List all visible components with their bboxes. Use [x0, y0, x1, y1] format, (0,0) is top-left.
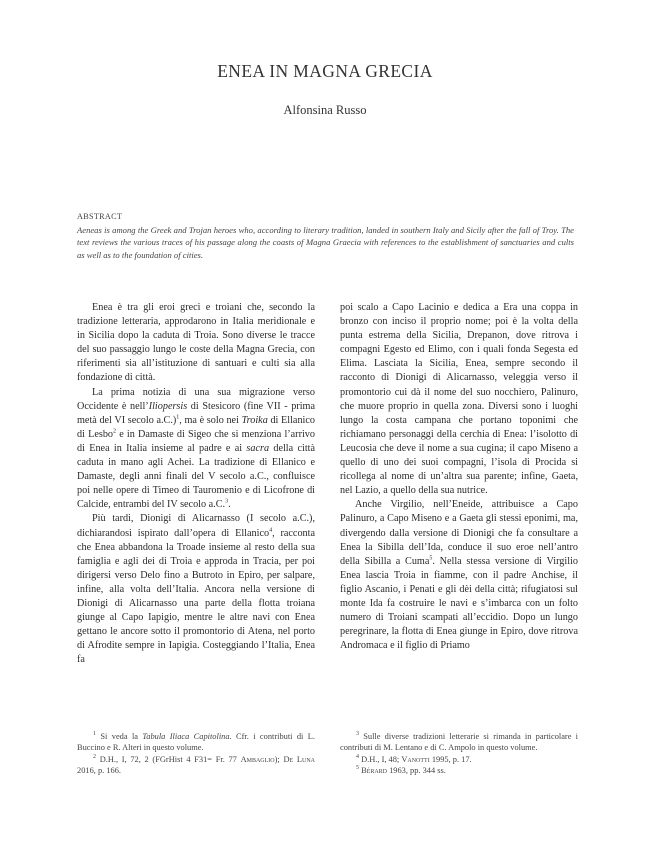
- footnote-number: 4: [356, 754, 359, 761]
- footnote-ref[interactable]: 2: [113, 428, 117, 435]
- text-run: );: [274, 754, 284, 764]
- footnote-ref[interactable]: 5: [429, 555, 433, 562]
- footnote: [77, 731, 315, 754]
- footnote-number: 2: [93, 754, 96, 761]
- author-name: Alfonsina Russo: [283, 103, 367, 117]
- footnote-ref[interactable]: 3: [225, 498, 229, 505]
- abstract-text: Aeneas is among the Greek and Trojan heroes who, according to literary tradition, landed in southern Italy and Sicily after the fall of Troy. The text reviews the various traces of his passage along the coasts of Magna Graecia with references to the establishment of sanctuaries and cults as well as to the foundation of cities.: [77, 224, 574, 260]
- text-run: e in Damaste di Sigeo che si menziona l’arrivo di Enea in Italia insieme al padre e ai: [77, 428, 315, 454]
- footnote-ref[interactable]: 1: [176, 414, 180, 421]
- article-title: ENEA IN MAGNA GRECIA: [217, 61, 433, 81]
- text-run: .: [228, 499, 231, 511]
- text-run: di Ellanico di Lesbo: [77, 414, 315, 440]
- text-run: , ma è solo nei: [179, 414, 242, 426]
- italic-title: Tabula Iliaca Capitolina: [142, 732, 230, 741]
- text-run: 1995, p. 17.: [429, 754, 472, 764]
- text-run: Si veda la: [96, 732, 143, 741]
- footnote-ref[interactable]: 4: [269, 527, 273, 534]
- footnote: [77, 754, 315, 777]
- text-run: , racconta che Enea abbandona la Troade insieme al resto della sua famiglia e agli dei di Troia e approda in Tracia, per poi dirigersi verso Delo fino a Butroto in Epiro, per salpare, infine, alla volta dell’Italia. Ancora nella versione di Dionigi di Alicarnasso una parte della flotta troiana giunge al Capo Iapigio, mentre le altre navi con Enea gettano le ancore sotto il promontorio di Atena, nel porto di Afrodite sempre in Iapigia. Costeggiando l’Italia, Enea fa: [77, 527, 315, 666]
- footnote: [340, 731, 578, 754]
- abstract-block: [77, 211, 574, 261]
- text-run: Anche Virgilio, nell’Eneide, attribuisce a Capo Palinuro, a Capo Miseno e a Gaeta gli stessi eponimi, ma, divergendo dalla versione di Dionigi che fa consultare a Enea la Sibilla dell’Ida, conduce il suo eroe nell’antro della Sibilla a Cuma: [340, 499, 578, 567]
- italic-term: sacra: [246, 442, 270, 454]
- footnote: [340, 765, 578, 776]
- author-smallcaps: Bérard: [361, 766, 388, 776]
- text-run: di Stesicoro (fine VII - prima metà del VI secolo a.C.): [77, 400, 316, 426]
- text-run: 1963, pp. 344 ss.: [387, 766, 446, 776]
- italic-title: Troika: [241, 414, 268, 426]
- body-paragraph: Enea è tra gli eroi greci e troiani che, secondo la tradizione letteraria, approdarono in Italia meridionale e in Sicilia dopo la caduta di Troia. Sono diverse le tracce del suo passaggio lungo le coste della Magna Grecia, con riferimenti sia all’istituzione di santuari e culti sia alla fondazione di città.: [77, 302, 315, 384]
- abstract-label: ABSTRACT: [77, 212, 123, 221]
- footnotes-left: [77, 731, 315, 777]
- text-run: Sulle diverse tradizioni letterarie si rimanda in particolare i contributi di M. Lentano e di C. Ampolo in questo volume.: [340, 732, 578, 753]
- italic-title: Iliopersis: [148, 400, 188, 412]
- text-run: D.H., I, 48;: [359, 754, 402, 764]
- text-run: . Nella stessa versione di Virgilio Enea lascia Troia in fiamme, con il padre Anchise, il figlio Ascanio, i Penati e gli dèi della città; rifugiatosi sul monte Ida fa costruire le navi e s’imbarca con un folto numero di Troiani scampati all’eccidio. Dopo un lungo peregrinare, la flotta di Enea giunge in Epiro, dove ritrova Andromaca e il figlio di Priamo: [340, 555, 578, 652]
- footnote-number: 3: [356, 731, 359, 738]
- text-run: La prima notizia di una sua migrazione verso Occidente è nell’: [77, 386, 315, 412]
- text-run: 2016, p. 166.: [77, 766, 121, 776]
- body-paragraph: [77, 386, 315, 513]
- text-run: Più tardi, Dionigi di Alicarnasso (I secolo a.C.), dichiarandosi ispirato dall’opera di Ellanico: [77, 513, 315, 539]
- body-paragraph: poi scalo a Capo Lacinio e dedica a Era una coppa in bronzo con inciso il proprio nome; poi è la volta della punta estrema della Sicilia, Drepanon, dove ritrova i compagni Egesto ed Elimo, con i quali fonda Segesta ed Elima. Lasciata la Sicilia, Enea, sempre secondo il racconto di Dionigi di Alicarnasso, veleggia verso il promontorio cui dà il nome del suo nocchiero, Palinuro, che muore proprio in quella zona. Diversi sono i luoghi lungo la costa campana che portano toponimi che richiamano personaggi della cerchia di Enea: l’isolotto di Leucosia che deve il nome a sua cugina; il capo Miseno a quello di uno dei suoi compagni, l’isola di Procida si ricollega al nome di un’altra sua parente; infine, Gaeta, nel Lazio, a quello della sua nutrice.: [340, 302, 578, 497]
- author-smallcaps: De Luna: [283, 754, 315, 764]
- text-run: della città caduta in mano agli Achei. La tradizione di Ellanico e Damaste, degli anni finali del V secolo a.C., confluisce poi nelle opere di Timeo di Tauromenio e di Licofrone di Calcide, entrambi del IV secolo a.C.: [77, 442, 316, 511]
- footnote: [340, 754, 578, 765]
- text-run: . Cfr. i contributi di L. Buccino e R. Alteri in questo volume.: [77, 732, 315, 753]
- footnote-number: 1: [93, 731, 96, 738]
- author-smallcaps: Ambaglio: [240, 754, 275, 764]
- body-column-left: [77, 301, 315, 667]
- body-paragraph: [340, 498, 578, 653]
- footnotes-right: [340, 731, 578, 777]
- footnote-number: 5: [356, 765, 359, 772]
- body-column-right: [340, 301, 578, 653]
- body-paragraph: [77, 512, 315, 667]
- text-run: D.H., I, 72, 2 (FGrHist 4 F31= Fr. 77: [96, 754, 241, 764]
- author-smallcaps: Vanotti: [401, 754, 430, 764]
